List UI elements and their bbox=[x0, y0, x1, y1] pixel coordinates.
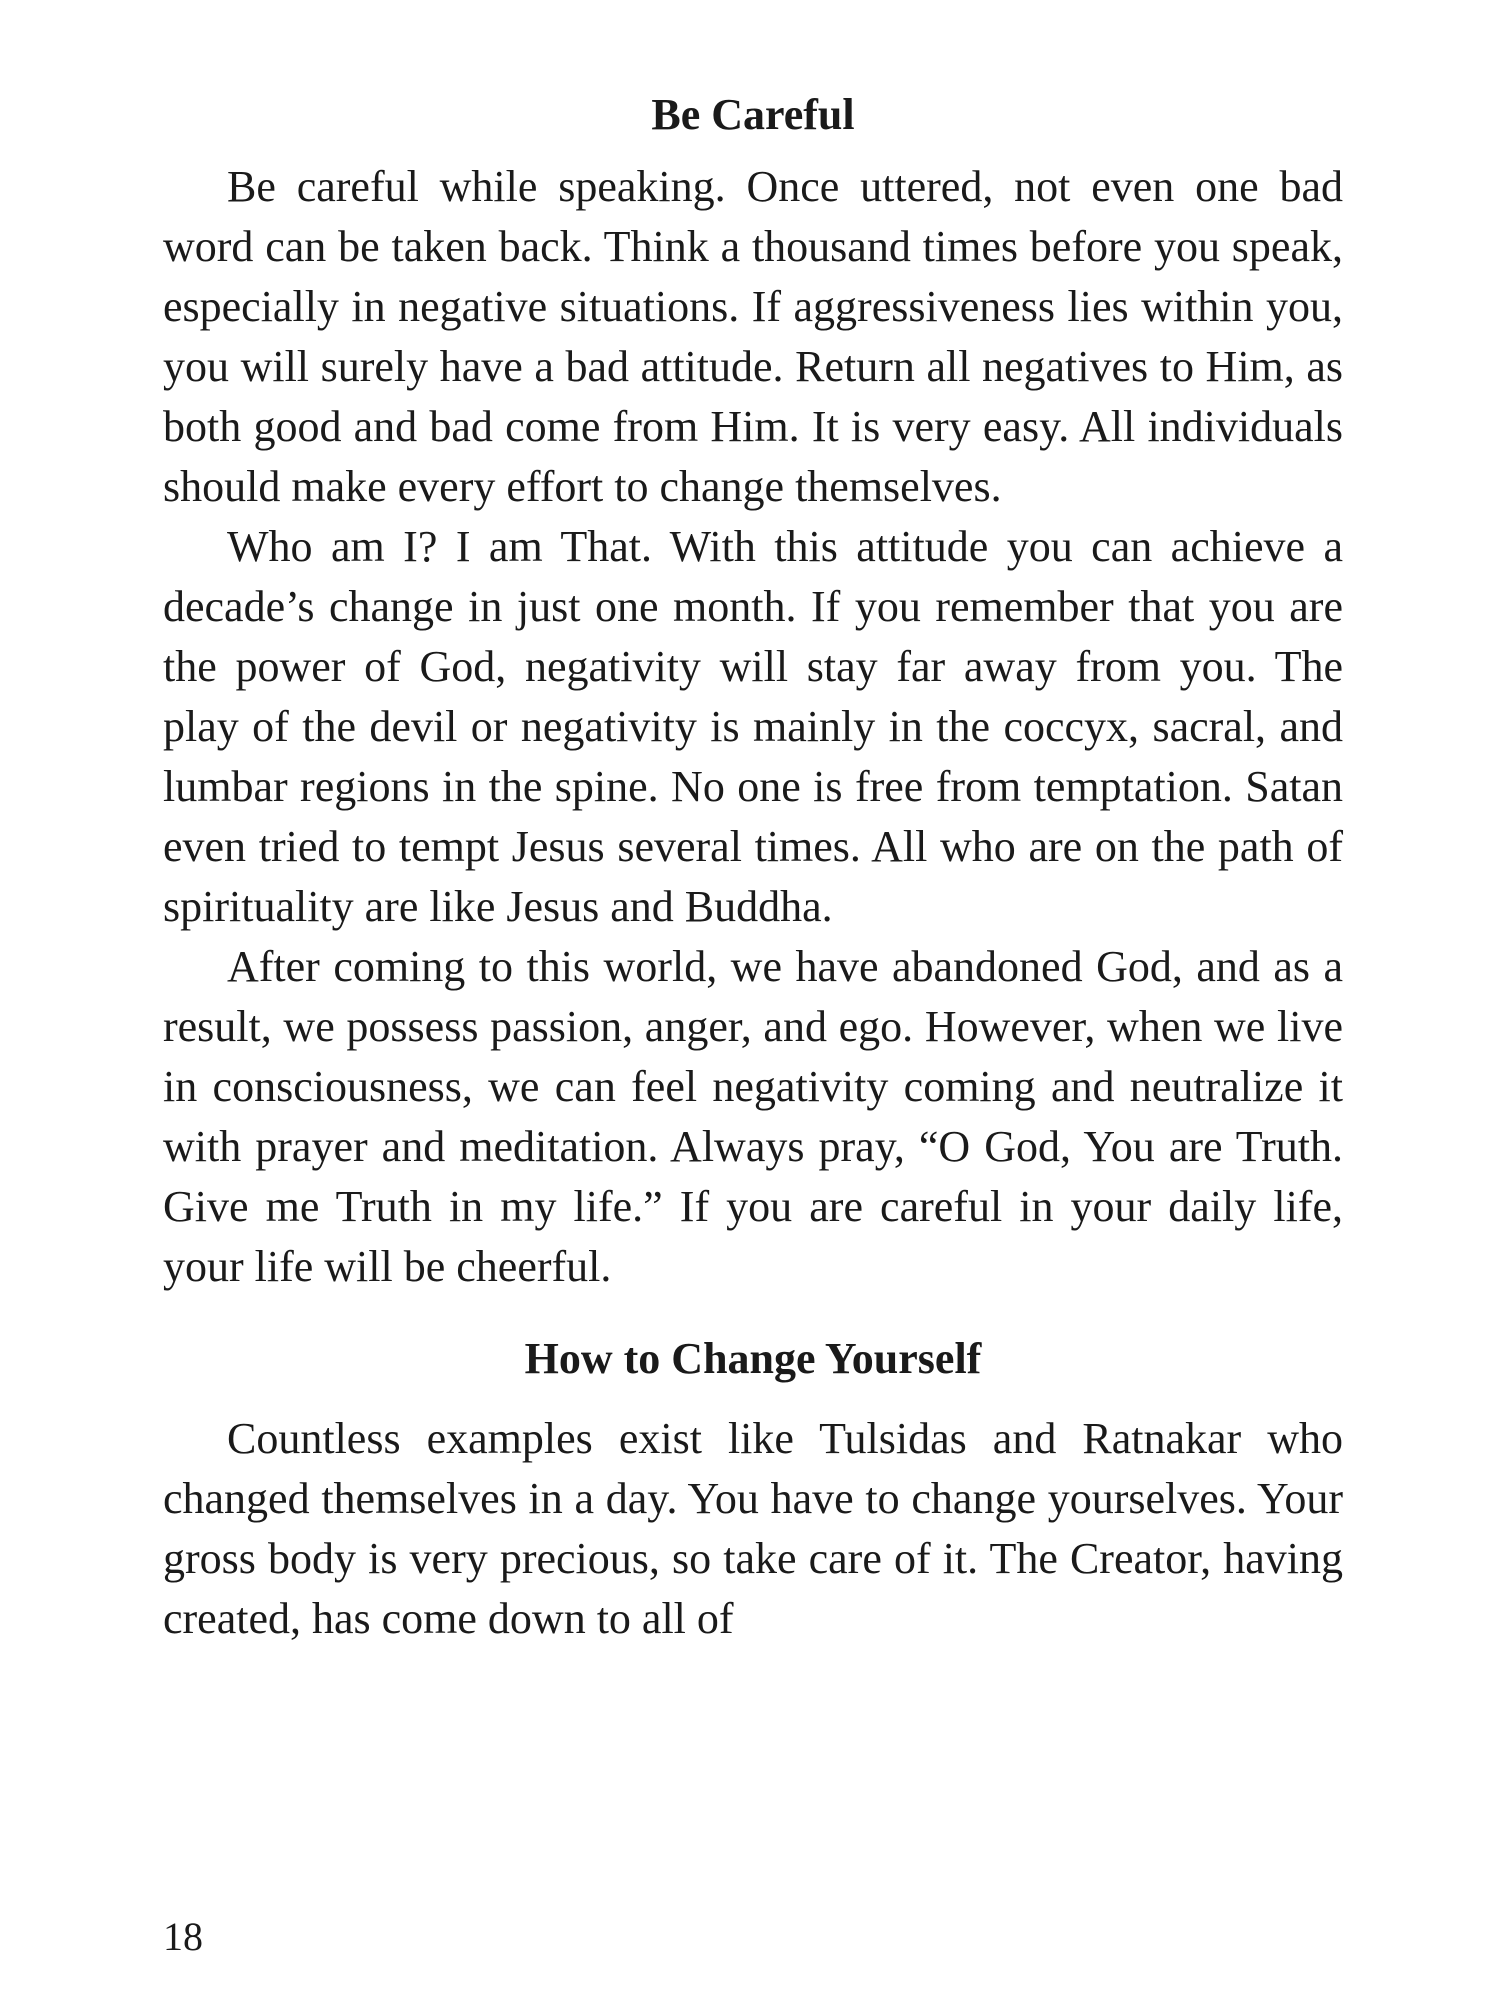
paragraph: Countless examples exist like Tulsidas and Ratnakar who changed themselves in a day. You have to change yourselves. Your gross body is very precious, so take care of it. The Creator, having created, has come down to all of bbox=[163, 1414, 1343, 1643]
section-heading-how-to-change-yourself: How to Change Yourself bbox=[524, 1334, 982, 1383]
page-content bbox=[163, 85, 1343, 1649]
paragraph: Who am I? I am That. With this attitude you can achieve a decade’s change in just one month. If you remember that you are the power of God, negativity will stay far away from you. The play of the devil or negativity is mainly in the coccyx, sacral, and lumbar regions in the spine. No one is free from temptation. Satan even tried to tempt Jesus several times. All who are on the path of spirituality are like Jesus and Buddha. bbox=[163, 522, 1343, 931]
page-number: 18 bbox=[163, 1914, 203, 1959]
paragraph: After coming to this world, we have abandoned God, and as a result, we possess passion, anger, and ego. However, when we live in consciousness, we can feel negativity coming and neutralize it with prayer and meditation. Always pray, “O God, You are Truth. Give me Truth in my life.” If you are careful in your daily life, your life will be cheerful. bbox=[163, 942, 1343, 1291]
section-heading-be-careful: Be Careful bbox=[651, 90, 855, 139]
paragraph: Be careful while speaking. Once uttered, not even one bad word can be taken back. Think a thousand times before you speak, especially in negative situations. If aggressiveness lies within you, you will surely have a bad attitude. Return all negatives to Him, as both good and bad come from Him. It is very easy. All individuals should make every effort to change themselves. bbox=[163, 162, 1343, 511]
